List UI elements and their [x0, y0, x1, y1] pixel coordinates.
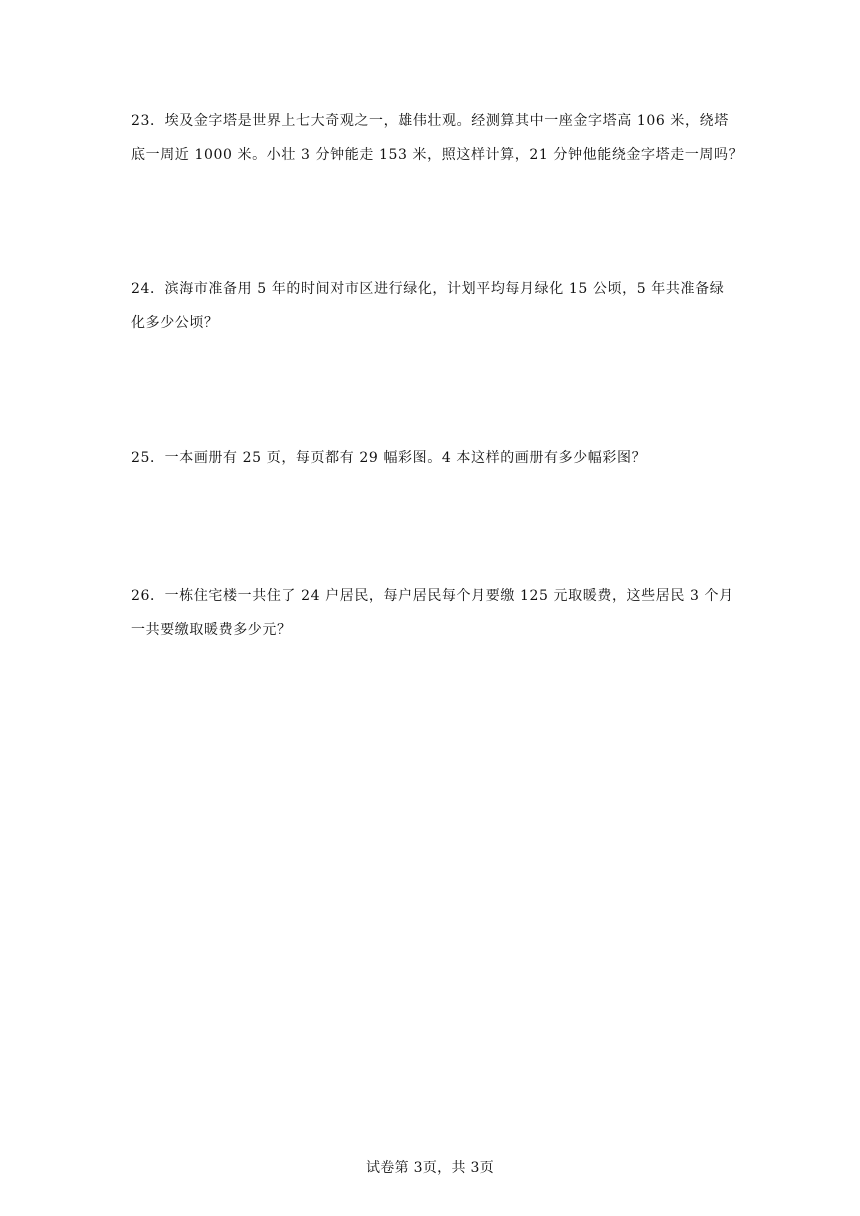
question-23-line-2: 底一周近 1000 米。小壮 3 分钟能走 153 米，照这样计算，21 分钟他能绕金字塔走一周吗？ — [131, 147, 744, 163]
question-24-line-2: 化多少公顷？ — [131, 315, 219, 331]
question-24 — [131, 272, 741, 340]
page-footer: 试卷第 3页，共 3页 — [365, 1160, 494, 1176]
question-26 — [131, 579, 741, 647]
question-23-line-1: 23．埃及金字塔是世界上七大奇观之一，雄伟壮观。经测算其中一座金字塔高 106 米，绕塔 — [131, 113, 729, 129]
question-25 — [131, 441, 741, 475]
question-26-line-2: 一共要缴取暖费多少元？ — [131, 622, 292, 638]
question-24-line-1: 24．滨海市准备用 5 年的时间对市区进行绿化，计划平均每月绿化 15 公顷，5 年共准备绿 — [131, 281, 725, 297]
question-23 — [131, 104, 744, 172]
question-26-line-1: 26．一栋住宅楼一共住了 24 户居民，每户居民每个月要缴 125 元取暖费，这些居民 3 个月 — [131, 588, 734, 604]
question-25-line-1: 25．一本画册有 25 页，每页都有 29 幅彩图。4 本这样的画册有多少幅彩图？ — [131, 450, 647, 466]
